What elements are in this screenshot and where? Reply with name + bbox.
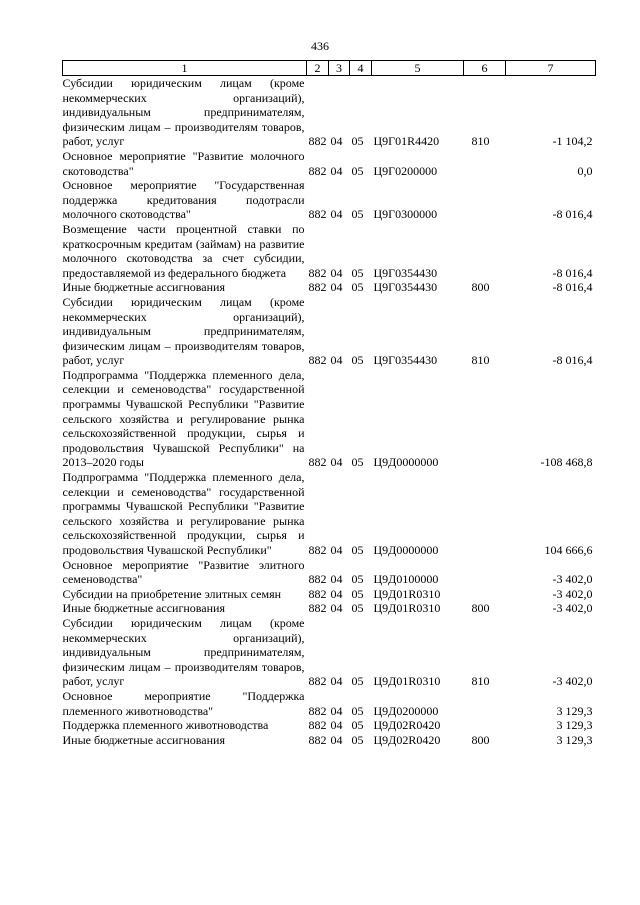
row-name: Субсидии юридическим лицам (кроме некоммерческих организаций), индивидуальным предпринимателям, физическим лицам – производителям товаров, работ, услуг bbox=[62, 76, 305, 149]
row-code: 882 bbox=[308, 455, 327, 470]
row-target-article: Ц9Д02R0420 bbox=[373, 732, 441, 747]
row-subsection: 05 bbox=[351, 455, 364, 470]
row-expense-type: 810 bbox=[471, 134, 490, 149]
row-amount: -3 402,0 bbox=[552, 572, 593, 587]
row-amount: -1 104,2 bbox=[552, 134, 593, 149]
row-target-article: Ц9Д0000000 bbox=[373, 455, 439, 470]
row-amount: 3 129,3 bbox=[556, 732, 593, 747]
row-target-article: Ц9Д02R0420 bbox=[373, 718, 441, 733]
row-code: 882 bbox=[308, 732, 327, 747]
row-code: 882 bbox=[308, 265, 327, 280]
row-amount: 3 129,3 bbox=[556, 703, 593, 718]
row-expense-type bbox=[464, 470, 506, 558]
table-row bbox=[63, 470, 596, 558]
header-col-4: 4 bbox=[350, 61, 372, 76]
row-code: 882 bbox=[308, 586, 327, 601]
row-target-article: Ц9Д01R0310 bbox=[373, 586, 441, 601]
row-code: 882 bbox=[308, 572, 327, 587]
row-amount: -8 016,4 bbox=[552, 207, 593, 222]
table-row bbox=[63, 178, 596, 222]
row-amount: -8 016,4 bbox=[552, 353, 593, 368]
header-col-7: 7 bbox=[506, 61, 596, 76]
table-row bbox=[63, 149, 596, 178]
row-expense-type: 810 bbox=[471, 353, 490, 368]
row-expense-type bbox=[464, 368, 506, 470]
row-expense-type: 800 bbox=[471, 601, 490, 616]
row-section: 04 bbox=[330, 601, 343, 616]
row-name: Подпрограмма "Поддержка племенного дела, селекции и семеноводства" государственной программы Чувашской Республики "Развитие сельского хозяйства и регулирование рынка сельскохозяйственной продукции, сырья и продовольствия Чувашской Республики" bbox=[62, 470, 305, 557]
row-expense-type bbox=[464, 587, 506, 602]
row-name: Поддержка племенного животноводства bbox=[62, 718, 269, 733]
row-target-article: Ц9Д0200000 bbox=[373, 703, 439, 718]
row-expense-type bbox=[464, 689, 506, 718]
row-name: Основное мероприятие "Государственная поддержка кредитования подотрасли молочного скотоводства" bbox=[62, 178, 305, 222]
row-section: 04 bbox=[330, 543, 343, 557]
row-expense-type bbox=[464, 718, 506, 733]
table-row bbox=[63, 368, 596, 470]
row-section: 04 bbox=[330, 455, 343, 470]
header-col-1: 1 bbox=[63, 61, 307, 76]
header-col-6: 6 bbox=[464, 61, 506, 76]
row-section: 04 bbox=[330, 586, 343, 601]
row-target-article: Ц9Г0200000 bbox=[373, 163, 438, 178]
table-row bbox=[63, 222, 596, 280]
row-target-article: Ц9Д01R0310 bbox=[373, 601, 441, 616]
row-subsection: 05 bbox=[351, 265, 364, 280]
row-code: 882 bbox=[308, 601, 327, 616]
row-target-article: Ц9Д0100000 bbox=[373, 572, 439, 587]
row-expense-type: 800 bbox=[471, 732, 490, 747]
table-row bbox=[63, 689, 596, 718]
row-subsection: 05 bbox=[351, 601, 364, 616]
row-section: 04 bbox=[330, 353, 343, 368]
row-code: 882 bbox=[308, 674, 327, 689]
row-subsection: 05 bbox=[351, 134, 364, 149]
row-section: 04 bbox=[330, 572, 343, 587]
row-target-article: Ц9Г0300000 bbox=[373, 207, 438, 222]
table-header bbox=[63, 61, 596, 76]
table-row bbox=[63, 280, 596, 295]
budget-table bbox=[62, 60, 596, 747]
row-target-article: Ц9Г0354430 bbox=[373, 280, 438, 295]
table-row bbox=[63, 733, 596, 748]
row-section: 04 bbox=[330, 732, 343, 747]
row-code: 882 bbox=[308, 718, 327, 733]
row-subsection: 05 bbox=[351, 353, 364, 368]
row-name: Основное мероприятие "Развитие молочного скотоводства" bbox=[62, 148, 305, 178]
row-section: 04 bbox=[330, 703, 343, 718]
row-name: Основное мероприятие "Поддержка племенного животноводства" bbox=[62, 688, 305, 718]
header-col-5: 5 bbox=[372, 61, 464, 76]
row-section: 04 bbox=[330, 718, 343, 733]
row-code: 882 bbox=[308, 280, 327, 295]
row-name: Основное мероприятие "Развитие элитного семеноводства" bbox=[62, 557, 305, 587]
row-subsection: 05 bbox=[351, 674, 364, 689]
row-amount: -3 402,0 bbox=[552, 586, 593, 601]
table-row bbox=[63, 558, 596, 587]
row-subsection: 05 bbox=[351, 543, 364, 557]
table-row bbox=[63, 76, 596, 149]
row-amount: -8 016,4 bbox=[552, 265, 593, 280]
row-name: Иные бюджетные ассигнования bbox=[62, 601, 225, 616]
page-number: 436 bbox=[311, 39, 329, 53]
row-subsection: 05 bbox=[351, 586, 364, 601]
table-row bbox=[63, 587, 596, 602]
row-section: 04 bbox=[330, 163, 343, 178]
row-subsection: 05 bbox=[351, 718, 364, 733]
row-amount: -8 016,4 bbox=[552, 280, 593, 295]
row-section: 04 bbox=[330, 134, 343, 149]
row-target-article: Ц9Г0354430 bbox=[373, 265, 438, 280]
row-name: Подпрограмма "Поддержка племенного дела, селекции и семеноводства" государственной программы Чувашской Республики "Развитие сельского хозяйства и регулирование рынка сельскохозяйственной продукции, сырья и продовольствия Чувашской Республики" на 2013–2020 годы bbox=[62, 367, 305, 470]
row-subsection: 05 bbox=[351, 163, 364, 178]
table-row bbox=[63, 295, 596, 368]
row-name: Иные бюджетные ассигнования bbox=[62, 732, 225, 747]
table-row bbox=[63, 616, 596, 689]
row-section: 04 bbox=[330, 674, 343, 689]
row-name: Субсидии на приобретение элитных семян bbox=[62, 586, 282, 601]
row-code: 882 bbox=[308, 703, 327, 718]
row-code: 882 bbox=[308, 353, 327, 368]
table-body bbox=[63, 76, 596, 748]
row-code: 882 bbox=[308, 134, 327, 149]
row-code: 882 bbox=[308, 207, 327, 222]
row-code: 882 bbox=[308, 163, 327, 178]
row-expense-type: 810 bbox=[471, 674, 490, 689]
row-name: Возмещение части процентной ставки по краткосрочным кредитам (займам) на развитие молочного скотоводства за счет субсидии, предоставляемой из федерального бюджета bbox=[62, 221, 305, 280]
row-expense-type bbox=[464, 149, 506, 178]
row-section: 04 bbox=[330, 265, 343, 280]
row-amount: -108 468,8 bbox=[540, 455, 593, 470]
row-amount: 3 129,3 bbox=[556, 718, 593, 733]
row-amount: -3 402,0 bbox=[552, 674, 593, 689]
row-expense-type bbox=[464, 222, 506, 280]
header-col-3: 3 bbox=[329, 61, 350, 76]
row-expense-type bbox=[464, 558, 506, 587]
row-target-article: Ц9Г0354430 bbox=[373, 353, 438, 368]
row-target-article: Ц9Д01R0310 bbox=[373, 674, 441, 689]
row-expense-type: 800 bbox=[471, 280, 490, 295]
row-amount: 0,0 bbox=[577, 163, 593, 178]
row-amount: 104 666,6 bbox=[544, 543, 593, 557]
table-row bbox=[63, 601, 596, 616]
row-section: 04 bbox=[330, 207, 343, 222]
row-subsection: 05 bbox=[351, 280, 364, 295]
row-subsection: 05 bbox=[351, 732, 364, 747]
row-name: Субсидии юридическим лицам (кроме некоммерческих организаций), индивидуальным предпринимателям, физическим лицам – производителям товаров, работ, услуг bbox=[62, 294, 305, 368]
row-amount: -3 402,0 bbox=[552, 601, 593, 616]
row-target-article: Ц9Д0000000 bbox=[373, 543, 439, 557]
row-name: Иные бюджетные ассигнования bbox=[62, 280, 225, 295]
row-target-article: Ц9Г01R4420 bbox=[373, 134, 440, 149]
table-row bbox=[63, 718, 596, 733]
row-name: Субсидии юридическим лицам (кроме некоммерческих организаций), индивидуальным предпринимателям, физическим лицам – производителям товаров, работ, услуг bbox=[62, 615, 305, 689]
row-subsection: 05 bbox=[351, 572, 364, 587]
row-subsection: 05 bbox=[351, 703, 364, 718]
row-code: 882 bbox=[308, 543, 327, 557]
row-section: 04 bbox=[330, 280, 343, 295]
row-expense-type bbox=[464, 178, 506, 222]
header-col-2: 2 bbox=[307, 61, 329, 76]
row-subsection: 05 bbox=[351, 207, 364, 222]
